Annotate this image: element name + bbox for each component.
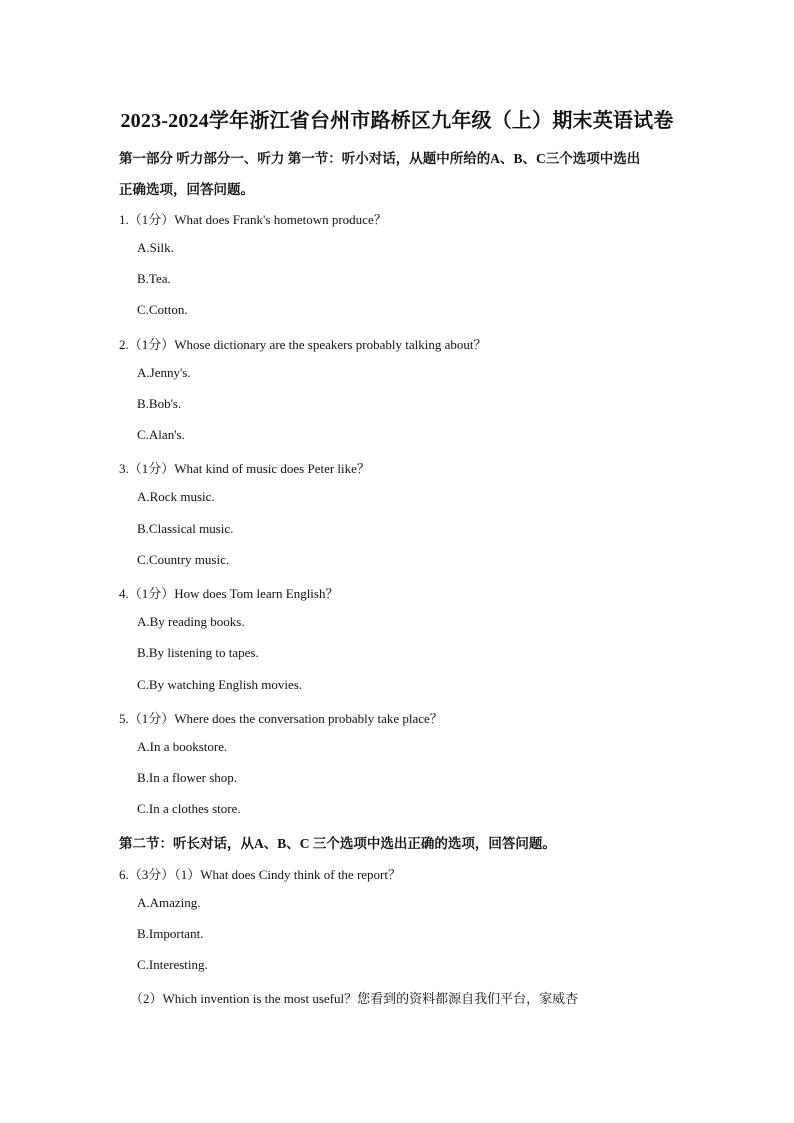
question-6-stem: 6.（3分）（1）What does Cindy think of the report？ xyxy=(119,867,401,882)
question-6-option-c: C.Interesting. xyxy=(137,957,208,972)
question-3-option-b: B.Classical music. xyxy=(137,521,234,536)
section2-instruction: 第二节：听长对话，从A、B、C 三个选项中选出正确的选项，回答问题。 xyxy=(119,836,556,851)
question-5-option-a: A.In a bookstore. xyxy=(137,739,228,754)
question-6-sub-2: （2）Which invention is the most useful？您看到的资料都源自我们平台，家威杏 xyxy=(130,991,579,1006)
question-2-option-b: B.Bob's. xyxy=(137,396,182,411)
question-6-option-b: B.Important. xyxy=(137,926,204,941)
page-title: 2023-2024学年浙江省台州市路桥区九年级（上）期末英语试卷 xyxy=(120,110,674,132)
question-6-option-a: A.Amazing. xyxy=(137,895,201,910)
section1-instruction-line1: 第一部分 听力部分一、听力 第一节：听小对话，从题中所给的A、B、C三个选项中选出 xyxy=(119,151,641,166)
question-1-stem: 1.（1分）What does Frank's hometown produce？ xyxy=(119,212,387,227)
question-1-option-c: C.Cotton. xyxy=(137,302,188,317)
question-5-stem: 5.（1分）Where does the conversation probably take place？ xyxy=(119,711,443,726)
question-5-option-b: B.In a flower shop. xyxy=(137,770,238,785)
question-1-option-a: A.Silk. xyxy=(137,240,174,255)
question-4-option-a: A.By reading books. xyxy=(137,614,245,629)
question-5-option-c: C.In a clothes store. xyxy=(137,801,241,816)
question-2-option-c: C.Alan's. xyxy=(137,427,185,442)
question-4-option-b: B.By listening to tapes. xyxy=(137,645,259,660)
question-3-option-a: A.Rock music. xyxy=(137,489,215,504)
question-3-option-c: C.Country music. xyxy=(137,552,230,567)
question-1-option-b: B.Tea. xyxy=(137,271,171,286)
question-3-stem: 3.（1分）What kind of music does Peter like？ xyxy=(119,461,370,476)
question-2-option-a: A.Jenny's. xyxy=(137,365,191,380)
question-2-stem: 2.（1分）Whose dictionary are the speakers probably talking about？ xyxy=(119,337,487,352)
question-4-stem: 4.（1分）How does Tom learn English？ xyxy=(119,586,339,601)
section1-instruction-line2: 正确选项，回答问题。 xyxy=(119,182,254,197)
question-4-option-c: C.By watching English movies. xyxy=(137,677,303,692)
